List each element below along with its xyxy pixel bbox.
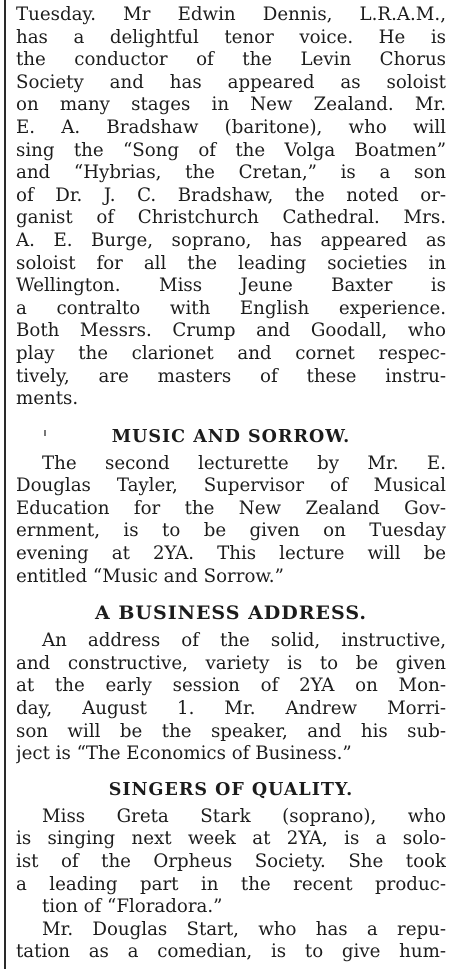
article-column (16, 0, 446, 964)
text-line: evening at 2YA. This lecture will be (16, 543, 446, 565)
text-line: The second lecturette by Mr. E. (42, 452, 446, 474)
text-line: day, August 1. Mr. Andrew Morri- (16, 698, 446, 720)
text-line: a contralto with English experience. (16, 297, 446, 319)
heading-singers-of-quality: SINGERS OF QUALITY. (108, 779, 354, 800)
text-line: and “Hybrias, the Cretan,” is a son (16, 162, 446, 184)
text-line: has a delightful tenor voice. He is (16, 26, 446, 48)
text-line: a leading part in the recent produc- (16, 873, 446, 895)
singers-paragraph-1 (16, 806, 446, 919)
text-line: tation as a comedian, is to give hum- (16, 941, 446, 963)
text-line: tively, are masters of these instru- (16, 365, 446, 387)
text-line: ject is “The Economics of Business.” (16, 743, 352, 765)
text-line: entitled “Music and Sorrow.” (16, 565, 284, 587)
intro-paragraph (16, 0, 446, 411)
text-line: sing the “Song of the Volga Boatmen” (16, 139, 446, 161)
text-line: the conductor of the Levin Chorus (16, 49, 446, 71)
text-line: ist of the Orpheus Society. She took (16, 851, 446, 872)
text-line: Both Messrs. Crump and Goodall, who (16, 320, 446, 342)
text-line: Education for the New Zealand Gov- (16, 497, 446, 519)
text-line: An address of the solid, instructive, (42, 630, 446, 652)
text-line: ernment, is to be given on Tuesday (16, 520, 446, 542)
text-line: Tuesday. Mr Edwin Dennis, L.R.A.M., (16, 4, 446, 25)
singers-paragraph-2 (16, 919, 446, 964)
text-line: ments. (16, 388, 79, 410)
music-sorrow-paragraph (16, 453, 446, 589)
text-line: on many stages in New Zealand. Mr. (16, 94, 446, 116)
text-line: Wellington. Miss Jeune Baxter is (16, 275, 446, 297)
heading-business-address: A BUSINESS ADDRESS. (94, 602, 367, 625)
text-line: Douglas Tayler, Supervisor of Musical (16, 475, 446, 497)
heading-music-and-sorrow: MUSIC AND SORROW. (111, 426, 351, 447)
text-line: and constructive, variety is to be given (16, 652, 446, 674)
text-line: A. E. Burge, soprano, has appeared as (16, 229, 446, 251)
text-line: soloist for all the leading societies in (16, 252, 446, 274)
column-rule (4, 0, 6, 969)
text-line: Mr. Douglas Start, who has a repu- (42, 918, 446, 940)
text-line: E. A. Bradshaw (baritone), who will (16, 116, 446, 138)
text-line: is singing next week at 2YA, is a solo- (16, 828, 446, 850)
text-line: Society and has appeared as soloist (16, 71, 446, 93)
text-line: of Dr. J. C. Bradshaw, the noted or- (16, 184, 446, 206)
text-line: Miss Greta Stark (soprano), who (42, 805, 446, 827)
text-line: ganist of Christchurch Cathedral. Mrs. (16, 207, 446, 229)
text-line: son will be the speaker, and his sub- (16, 720, 446, 742)
text-line: play the clarionet and cornet respec- (16, 342, 446, 364)
text-line: at the early session of 2YA on Mon- (16, 675, 446, 697)
business-paragraph (16, 630, 446, 766)
text-line: tion of “Floradora.” (42, 896, 223, 918)
